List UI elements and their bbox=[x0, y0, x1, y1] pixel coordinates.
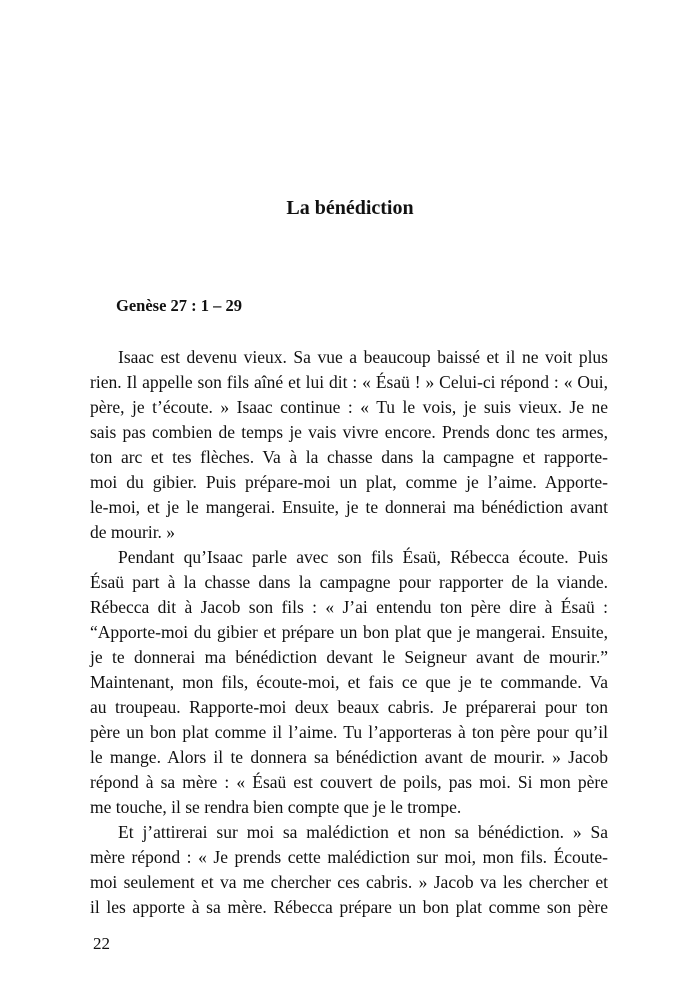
scripture-reference: Genèse 27 : 1 – 29 bbox=[116, 296, 243, 315]
text-line: rien. Il appelle son fils aîné et lui dit : « Ésaü ! » Celui-ci répond : « Oui, bbox=[90, 372, 608, 392]
text-line: je te donnerai ma bénédiction devant le Seigneur avant de mourir.” bbox=[90, 647, 608, 667]
text-line: au troupeau. Rapporte-moi deux beaux cabris. Je préparerai pour ton bbox=[90, 697, 608, 717]
text-line: père un bon plat comme il l’aime. Tu l’apporteras à ton père pour qu’il bbox=[90, 722, 608, 742]
text-line: Maintenant, mon fils, écoute-moi, et fais ce que je te commande. Va bbox=[90, 672, 608, 692]
text-line: Et j’attirerai sur moi sa malédiction et non sa bénédiction. » Sa bbox=[118, 822, 608, 842]
text-line: Isaac est devenu vieux. Sa vue a beaucoup baissé et il ne voit plus bbox=[118, 347, 608, 367]
text-line: sais pas combien de temps je vais vivre encore. Prends donc tes armes, bbox=[90, 422, 608, 442]
body-text bbox=[90, 345, 608, 920]
text-line: le-moi, et je le mangerai. Ensuite, je te donnerai ma bénédiction avant bbox=[90, 497, 608, 517]
text-line: Rébecca dit à Jacob son fils : « J’ai entendu ton père dire à Ésaü : bbox=[90, 597, 608, 617]
text-line: il les apporte à sa mère. Rébecca prépare un bon plat comme son père bbox=[90, 897, 608, 917]
text-line: Ésaü part à la chasse dans la campagne pour rapporter de la viande. bbox=[90, 572, 608, 592]
text-line: moi seulement et va me chercher ces cabris. » Jacob va les chercher et bbox=[90, 872, 608, 892]
text-line: répond à sa mère : « Ésaü est couvert de poils, pas moi. Si mon père bbox=[90, 772, 608, 792]
text-line: Pendant qu’Isaac parle avec son fils Ésaü, Rébecca écoute. Puis bbox=[118, 547, 608, 567]
text-line: de mourir. » bbox=[90, 522, 176, 542]
text-line: père, je t’écoute. » Isaac continue : « Tu le vois, je suis vieux. Je ne bbox=[90, 397, 608, 417]
text-line: “Apporte-moi du gibier et prépare un bon plat que je mangerai. Ensuite, bbox=[90, 622, 608, 642]
page-number: 22 bbox=[93, 934, 110, 953]
page-title: La bénédiction bbox=[286, 197, 414, 219]
text-line: mère répond : « Je prends cette malédiction sur moi, mon fils. Écoute- bbox=[90, 847, 608, 867]
text-line: moi du gibier. Puis prépare-moi un plat, comme je l’aime. Apporte- bbox=[90, 472, 608, 492]
text-line: ton arc et tes flèches. Va à la chasse dans la campagne et rapporte- bbox=[90, 447, 608, 467]
text-line: me touche, il se rendra bien compte que je le trompe. bbox=[90, 797, 462, 817]
text-line: le mange. Alors il te donnera sa bénédiction avant de mourir. » Jacob bbox=[90, 747, 608, 767]
